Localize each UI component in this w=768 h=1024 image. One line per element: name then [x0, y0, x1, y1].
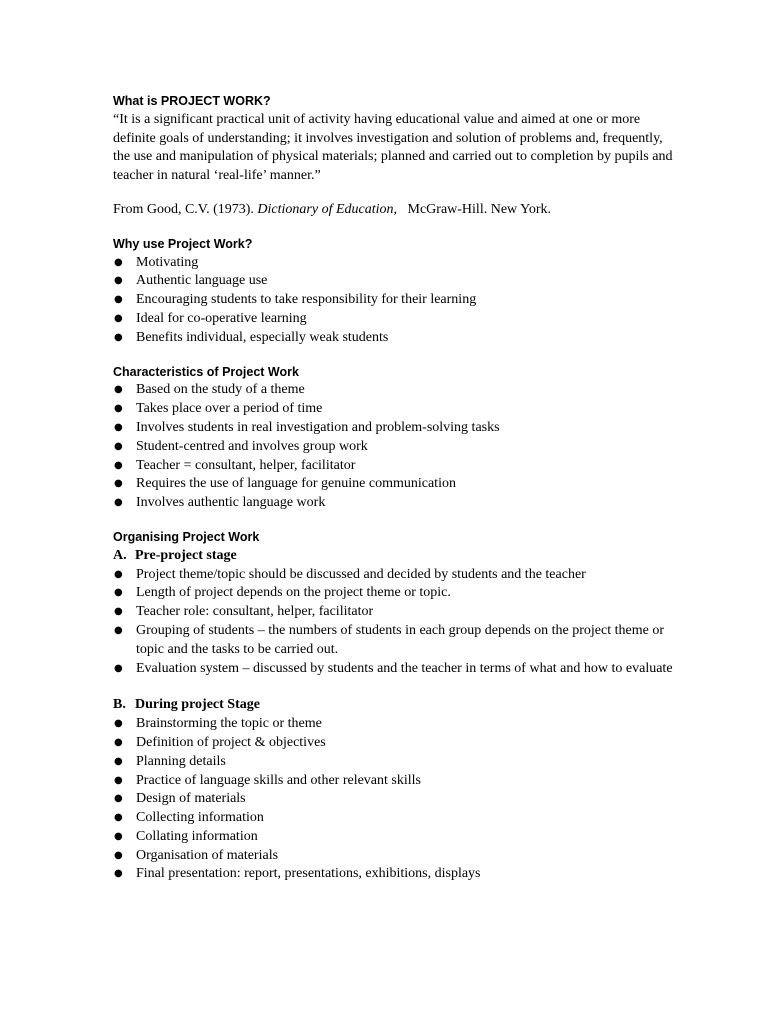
spacer: [113, 220, 673, 235]
definition-quote: “It is a significant practical unit of activity having educational value and aimed at one or more definite goals of understanding; it involves investigation and solution of problems and, frequently, the use and manipulation of physical materials; planned and carried out to completion by pupils and teacher in natural ‘real-life’ manner.”: [113, 111, 673, 184]
bullet-icon: ●: [114, 774, 123, 786]
list-item-text: Based on the study of a theme: [136, 382, 305, 398]
list-item-text: Involves authentic language work: [136, 495, 326, 511]
list-item-text: Definition of project & objectives: [136, 734, 326, 750]
citation-title: Dictionary of Education,: [257, 201, 398, 217]
list-item-text: Design of materials: [136, 791, 246, 807]
list-item-text: Teacher = consultant, helper, facilitator: [136, 457, 356, 473]
list-item: [113, 329, 673, 348]
list-item: [113, 457, 673, 476]
heading-what-is-project-work: What is PROJECT WORK?: [113, 94, 271, 108]
list-item-text: Takes place over a period of time: [136, 401, 323, 417]
list-item: [113, 622, 673, 660]
list-item: [113, 603, 673, 622]
list-item: [113, 272, 673, 291]
list-item: [113, 715, 673, 734]
list-item-text: Teacher role: consultant, helper, facilitator: [136, 604, 374, 620]
bullet-icon: ●: [114, 587, 123, 599]
bullet-icon: ●: [114, 294, 123, 306]
bullet-icon: ●: [114, 421, 123, 433]
bullet-icon: ●: [114, 812, 123, 824]
bullet-icon: ●: [114, 256, 123, 268]
spacer: [113, 678, 673, 696]
list-item-text: Involves students in real investigation and problem-solving tasks: [136, 419, 500, 435]
list-item: [113, 660, 673, 679]
stage-a-title: Pre-project stage: [135, 547, 237, 563]
stage-a-letter: A.: [113, 547, 127, 563]
stage-b-letter: B.: [113, 697, 126, 713]
heading-why-use: Why use Project Work?: [113, 236, 253, 251]
bullet-icon: ●: [114, 755, 123, 767]
spacer: [113, 348, 673, 363]
bullet-icon: ●: [114, 868, 123, 880]
list-item-text: Planning details: [136, 753, 226, 769]
stage-a-list: [113, 566, 673, 679]
list-item: [113, 381, 673, 400]
list-item: [113, 291, 673, 310]
stage-a-heading: [113, 547, 673, 566]
list-item-text: Collating information: [136, 828, 258, 844]
bullet-icon: ●: [114, 568, 123, 580]
citation: [113, 201, 673, 220]
stage-b-heading: [113, 696, 673, 715]
citation-prefix: From Good, C.V. (1973).: [113, 201, 258, 217]
citation-suffix: McGraw-Hill. New York.: [397, 201, 552, 217]
bullet-icon: ●: [114, 440, 123, 452]
list-item-text: Practice of language skills and other relevant skills: [136, 772, 421, 788]
list-item: [113, 828, 673, 847]
bullet-icon: ●: [114, 718, 123, 730]
list-item-text: Student-centred and involves group work: [136, 438, 368, 454]
list-item-text: Motivating: [136, 254, 199, 270]
spacer: [113, 513, 673, 528]
document-page: [113, 92, 673, 884]
characteristics-list: [113, 381, 673, 513]
list-item-text: Organisation of materials: [136, 847, 279, 863]
list-item-text: Grouping of students – the numbers of students in each group depends on the project theme or topic and the tasks to be carried out.: [136, 622, 664, 657]
list-item: [113, 772, 673, 791]
bullet-icon: ●: [114, 736, 123, 748]
bullet-icon: ●: [114, 459, 123, 471]
heading-characteristics: Characteristics of Project Work: [113, 364, 299, 379]
list-item-text: Length of project depends on the project theme or topic.: [136, 585, 451, 601]
bullet-icon: ●: [114, 606, 123, 618]
list-item-text: Project theme/topic should be discussed and decided by students and the teacher: [136, 566, 586, 582]
list-item: [113, 753, 673, 772]
list-item: [113, 584, 673, 603]
bullet-icon: ●: [114, 331, 123, 343]
bullet-icon: ●: [114, 403, 123, 415]
list-item-text: Ideal for co-operative learning: [136, 310, 307, 326]
heading-organising: Organising Project Work: [113, 529, 260, 544]
list-item: [113, 494, 673, 513]
list-item-text: Evaluation system – discussed by students and the teacher in terms of what and how to evaluate: [136, 660, 673, 676]
bullet-icon: ●: [114, 312, 123, 324]
bullet-icon: ●: [114, 497, 123, 509]
bullet-icon: ●: [114, 478, 123, 490]
list-item: [113, 310, 673, 329]
list-item: [113, 419, 673, 438]
stage-b-title: During project Stage: [135, 697, 260, 713]
list-item-text: Requires the use of language for genuine communication: [136, 476, 456, 492]
bullet-icon: ●: [114, 849, 123, 861]
list-item-text: Benefits individual, especially weak students: [136, 329, 389, 345]
list-item-text: Encouraging students to take responsibility for their learning: [136, 292, 477, 308]
list-item: [113, 400, 673, 419]
list-item: [113, 734, 673, 753]
why-list: [113, 254, 673, 348]
bullet-icon: ●: [114, 275, 123, 287]
list-item-text: Brainstorming the topic or theme: [136, 716, 322, 732]
list-item: [113, 566, 673, 585]
list-item: [113, 475, 673, 494]
list-item: [113, 254, 673, 273]
bullet-icon: ●: [114, 662, 123, 674]
stage-b-list: [113, 715, 673, 884]
spacer: [113, 186, 673, 201]
bullet-icon: ●: [114, 624, 123, 636]
list-item: [113, 790, 673, 809]
list-item-text: Collecting information: [136, 810, 264, 826]
list-item-text: Authentic language use: [136, 273, 268, 289]
bullet-icon: ●: [114, 793, 123, 805]
list-item: [113, 847, 673, 866]
list-item-text: Final presentation: report, presentations, exhibitions, displays: [136, 866, 481, 882]
list-item: [113, 809, 673, 828]
list-item: [113, 438, 673, 457]
bullet-icon: ●: [114, 384, 123, 396]
bullet-icon: ●: [114, 830, 123, 842]
list-item: [113, 865, 673, 884]
